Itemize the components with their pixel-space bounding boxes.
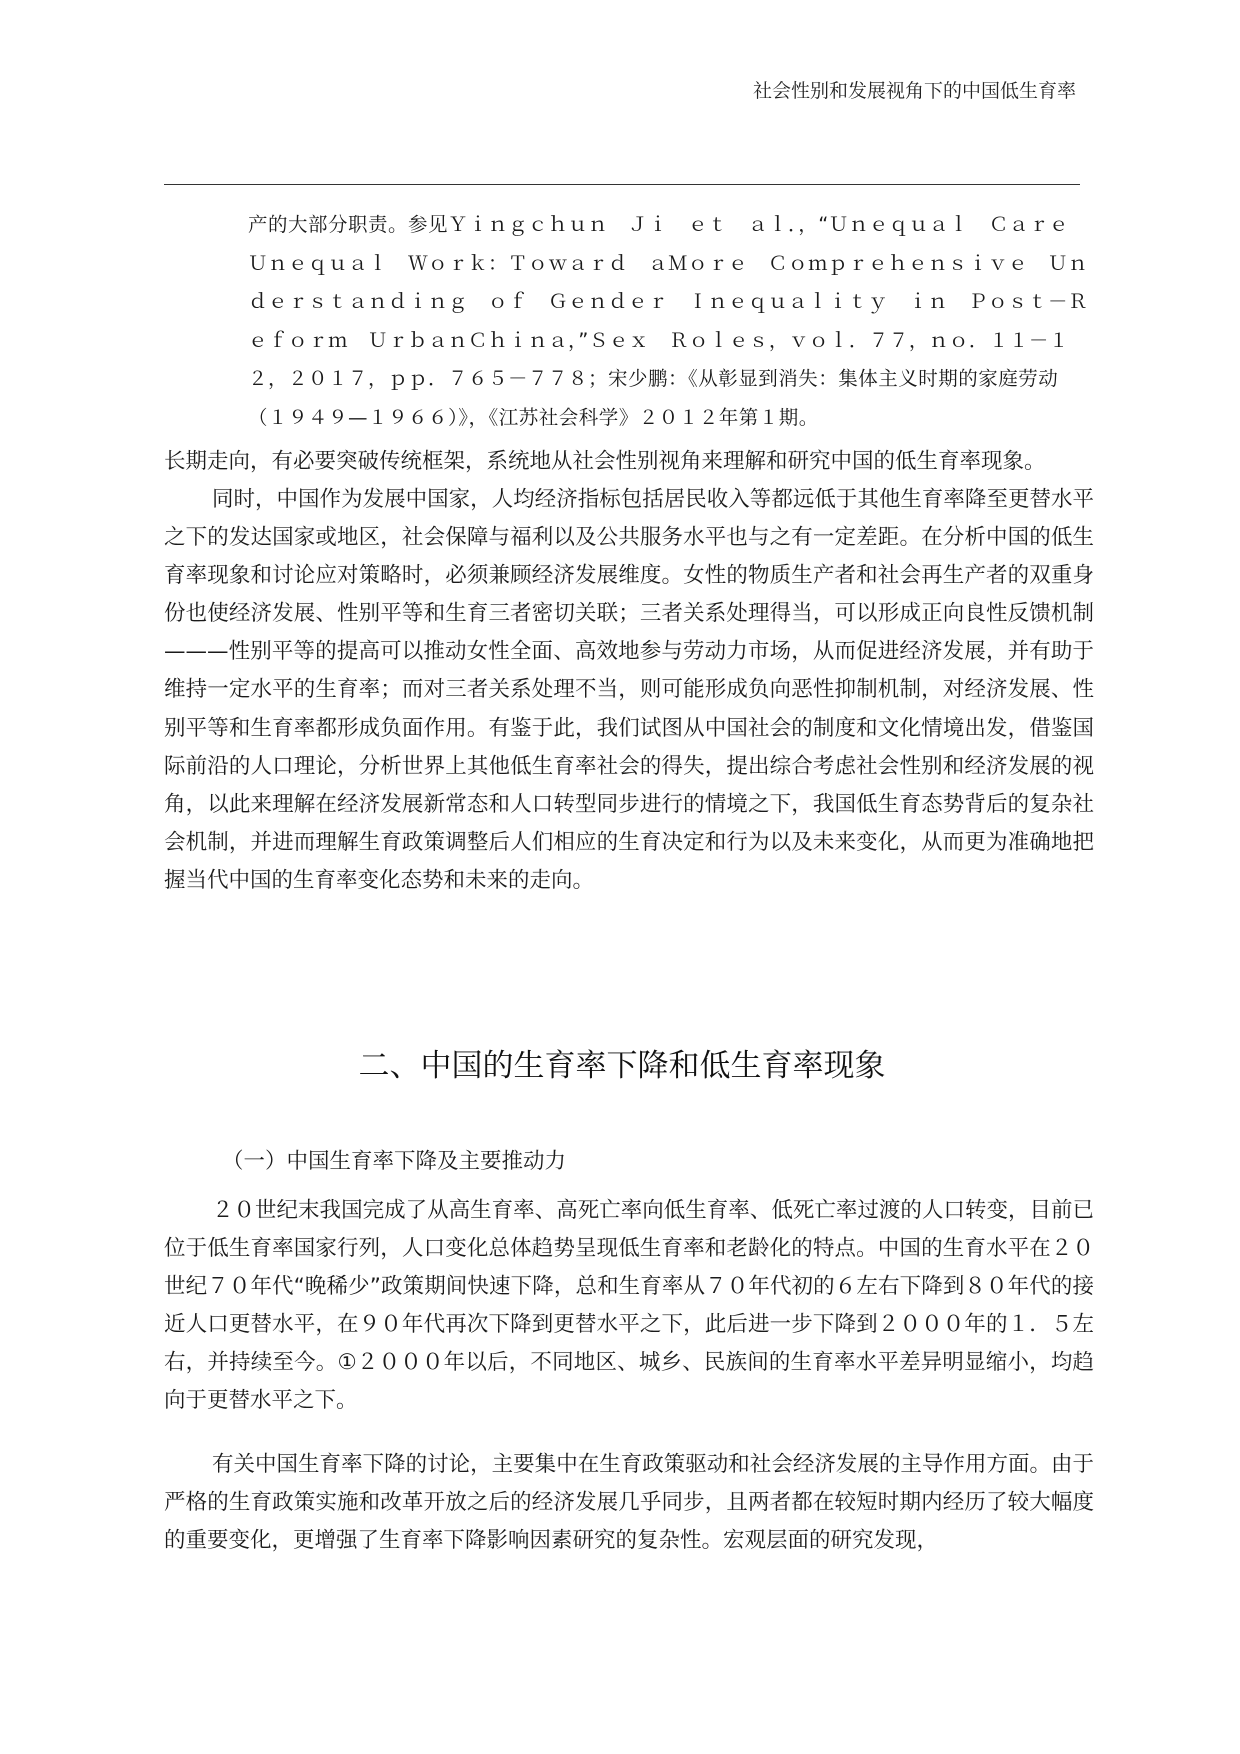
running-header: 社会性别和发展视角下的中国低生育率 xyxy=(752,80,1076,102)
footnote-line: ２，２０１７，ｐｐ．７６５－７７８；宋少鹏：《从彰显到消失：集体主义时期的家庭劳动 xyxy=(248,367,1059,391)
paragraph-2: 同时，中国作为发展中国家，人均经济指标包括居民收入等都远低于其他生育率降至更替水平之下的发达国家或地区，社会保障与福利以及公共服务水平也与之有一定差距。在分析中国的低生育率现象和讨论应对策略时，必须兼顾经济发展维度。女性的物质生产者和社会再生产者的双重身份也使经济发展、性别平等和生育三者密切关联；三者关系处理得当，可以形成正向良性反馈机制———性别平等的提高可以推动女性全面、高效地参与劳动力市场，从而促进经济发展，并有助于维持一定水平的生育率；而对三者关系处理不当，则可能形成负向恶性抑制机制，对经济发展、性别平等和生育率都形成负面作用。有鉴于此，我们试图从中国社会的制度和文化情境出发，借鉴国际前沿的人口理论，分析世界上其他低生育率社会的得失，提出综合考虑社会性别和经济发展的视角，以此来理解在经济发展新常态和人口转型同步进行的情境之下，我国低生育态势背后的复杂社会机制，并进而理解生育政策调整后人们相应的生育决定和行为以及未来变化，从而更为准确地把握当代中国的生育率变化态势和未来的走向。 xyxy=(164,487,1094,893)
footnote-line: ｄｅｒｓｔａｎｄｉｎｇ ｏｆ Ｇｅｎｄｅｒ Ｉｎｅｑｕａｌｉｔｙ ｉｎ Ｐｏｓｔ－Ｒ xyxy=(248,290,1089,314)
footnote-line: 产的大部分职责。参见Ｙｉｎｇｃｈｕｎ Ｊｉ ｅｔ ａｌ．，“Ｕｎｅｑｕａｌ Ｃａｒｅ xyxy=(248,213,1069,236)
footnote-line: Ｕｎｅｑｕａｌ Ｗｏｒｋ：Ｔｏｗａｒｄ ａＭｏｒｅ Ｃｏｍｐｒｅｈｅｎｓｉｖｅ Ｕｎ xyxy=(248,251,1089,275)
paragraph-4: 有关中国生育率下降的讨论，主要集中在生育政策驱动和社会经济发展的主导作用方面。由于严格的生育政策实施和改革开放之后的经济发展几乎同步，且两者都在较短时期内经历了较大幅度的重要变化，更增强了生育率下降影响因素研究的复杂性。宏观层面的研究发现， xyxy=(164,1452,1094,1554)
paragraph-1: 长期走向，有必要突破传统框架，系统地从社会性别视角来理解和研究中国的低生育率现象。 xyxy=(164,449,1046,474)
footnote-line: （１９４９—１９６６）》，《江苏社会科学》２０１２年第１期。 xyxy=(248,405,819,429)
footnote xyxy=(248,206,1096,438)
section-title: 二、中国的生育率下降和低生育率现象 xyxy=(358,1048,886,1084)
subsection-title: （一）中国生育率下降及主要推动力 xyxy=(222,1149,567,1174)
header-divider xyxy=(164,184,1080,185)
paragraph-3: ２０世纪末我国完成了从高生育率、高死亡率向低生育率、低死亡率过渡的人口转变，目前已位于低生育率国家行列，人口变化总体趋势呈现低生育率和老龄化的特点。中国的生育水平在２０世纪７０年代“晚稀少”政策期间快速下降，总和生育率从７０年代初的６左右下降到８０年代的接近人口更替水平，在９０年代再次下降到更替水平之下，此后进一步下降到２０００年的１．５左右，并持续至今。①２０００年以后，不同地区、城乡、民族间的生育率水平差异明显缩小，均趋向于更替水平之下。 xyxy=(164,1198,1094,1414)
footnote-line: ｅｆｏｒｍ ＵｒｂａｎＣｈｉｎａ，”Ｓｅｘ Ｒｏｌｅｓ，ｖｏｌ．７７，ｎｏ．１１－１ xyxy=(248,328,1069,352)
